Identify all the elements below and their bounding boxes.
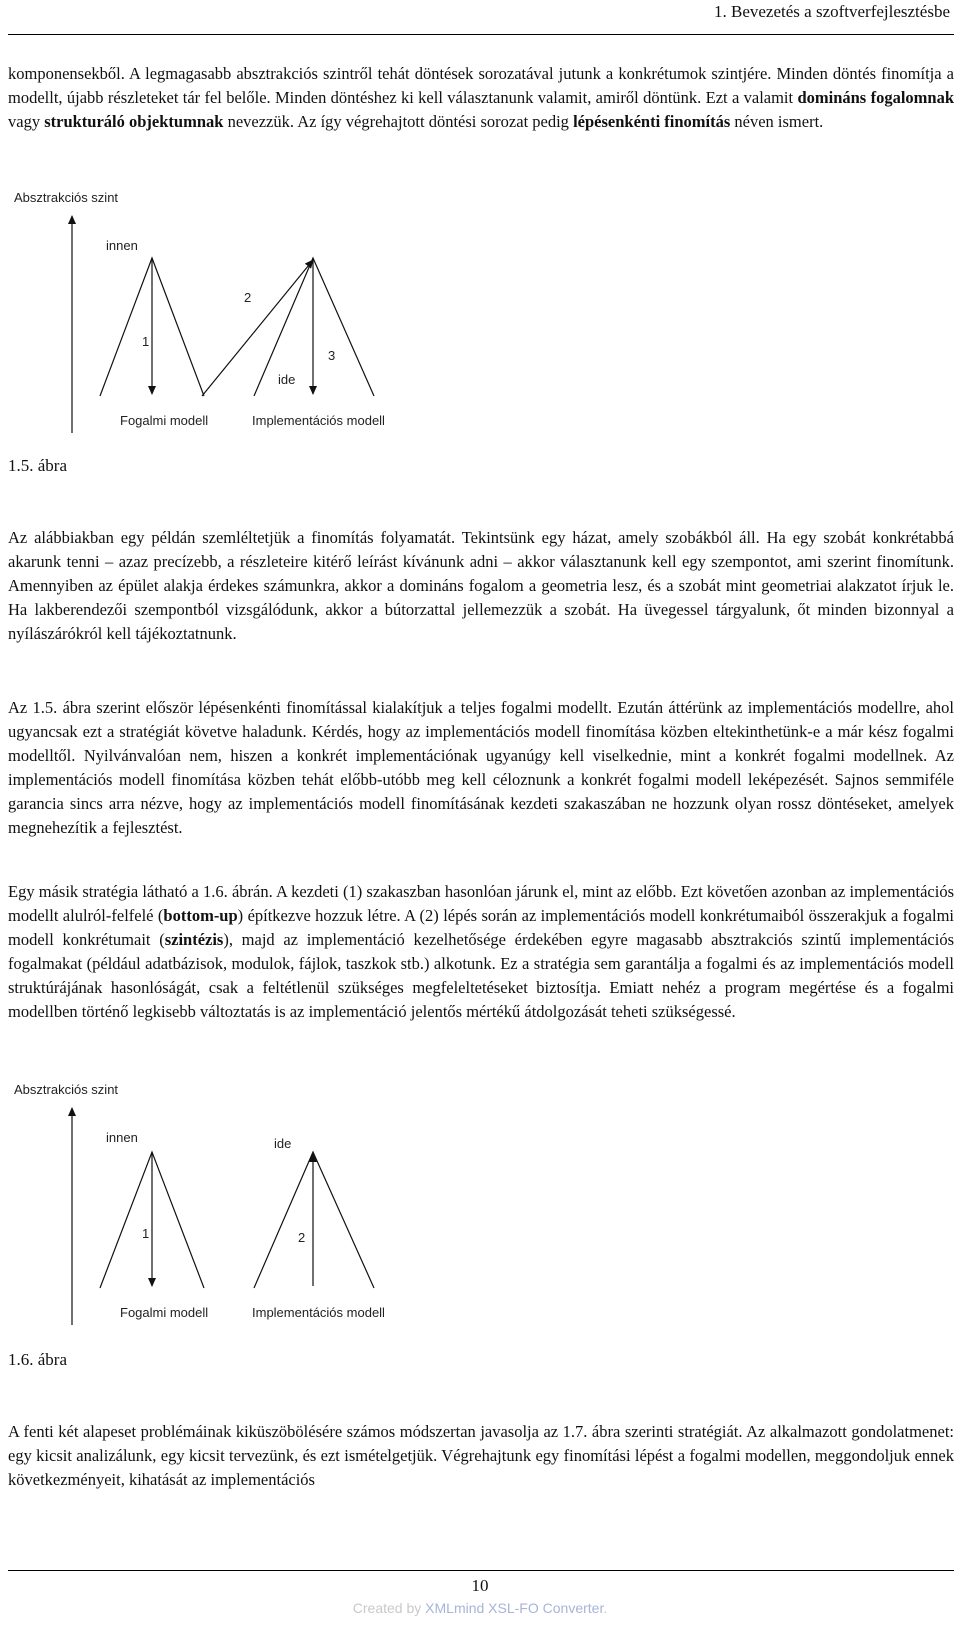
- conceptual-model-label: Fogalmi modell: [120, 1305, 209, 1320]
- footer-divider: [8, 1570, 954, 1571]
- conceptual-model-label: Fogalmi modell: [120, 413, 209, 428]
- implementation-model-label: Implementációs modell: [252, 1305, 385, 1320]
- label-ide: ide: [274, 1136, 292, 1151]
- figure-1-6: [8, 1080, 428, 1345]
- implementation-triangle: [254, 1152, 374, 1288]
- implementation-model-label: Implementációs modell: [252, 413, 385, 428]
- figure-1-5-diagram: [8, 188, 428, 448]
- paragraph-intro: komponensekből. A legmagasabb absztrakciós szintről tehát döntések sorozatával jutunk a konkrétumok szintjére. Minden döntés finomítja a modellt, újabb részleteket tár fel belőle. Minden döntéshez ki kell választanunk valamit, amiről döntünk. Ezt a valamit domináns fogalomnak vagy strukturáló objektumnak nevezzük. Az így végrehajtott döntési sorozat pedig lépésenkénti finomítás néven ismert.: [8, 64, 954, 131]
- paragraph-iterative-strategy: A fenti két alapeset problémáinak kiküszöbölésére számos módszertan javasolja az 1.7. ábra szerinti stratégiát. Az alkalmazott gondolatmenet: egy kicsit analizálunk, egy kicsit tervezünk, és ezt ismételgetjük. Végrehajtunk egy finomítási lépést a fogalmi modellen, meggondoljuk ennek következményeit, kihatását az implementációs: [8, 1422, 954, 1489]
- paragraph-strategy-2: Egy másik stratégia látható a 1.6. ábrán. A kezdeti (1) szakaszban hasonlóan járunk el, mint az előbb. Ezt követően azonban az implementációs modellt alulról-felfelé (bottom-up) építkezve hozzuk létre. A (2) lépés során az implementációs modell konkrétumaiból összerakjuk a fogalmi modell konkrétumait (szintézis), majd az implementáció kezelhetősége érdekében egyre magasabb absztrakciós szintű implementációs fogalmakat (például adatbázisok, modulok, fájlok, taszkok stb.) alkotunk. Ez a stratégia sem garantálja a fogalmi és az implementációs modell struktúrájának hasonlóságát, csak a feltétlenül szükséges megfeleltetéseket biztosítja. Emiatt nehéz a program megértése és a fogalmi modellben történő legkisebb változtatás is az implementáció jelentős mértékű átdolgozását teheti szükségessé.: [8, 882, 954, 1021]
- term-dominant-concept: domináns fogalomnak: [797, 88, 954, 107]
- paragraph-strategy-1: Az 1.5. ábra szerint először lépésenkénti finomítással kialakítjuk a teljes fogalmi modellt. Ezután áttérünk az implementációs modellre, ahol ugyancsak ezt a stratégiát követve haladunk. Kérdés, hogy az implementációs modell finomítása közben eltekinthetünk-e a már kész fogalmi modelltől. Nyilvánvalóan nem, hiszen a konkrét implementációnak ugyanúgy kell viselkednie, mint a konkrét fogalmi modellnek. Az implementációs modell finomítása közben tehát előbb-utóbb meg kell céloznunk a konkrét fogalmi modell leképezését. Sajnos semmiféle garancia sincs arra nézve, hogy az implementációs modell finomításának kezdeti szakaszában ne hozzunk olyan rossz döntéseket, amelyek megnehezítik a fejlesztést.: [8, 698, 954, 837]
- header-divider: [8, 34, 954, 35]
- page-number: 10: [471, 1576, 489, 1595]
- generator-brand: XMLmind XSL-FO Converter: [425, 1600, 604, 1616]
- label-innen: innen: [106, 238, 138, 253]
- generator-credit: Created by XMLmind XSL-FO Converter.: [352, 1600, 608, 1616]
- label-ide: ide: [278, 372, 296, 387]
- figure-1-6-caption: 1.6. ábra: [8, 1350, 68, 1369]
- figure-1-5: [8, 188, 428, 453]
- term-synthesis: szintézis: [164, 930, 224, 949]
- arrow-step-2: [202, 260, 313, 396]
- step-2-label: 2: [298, 1230, 306, 1245]
- label-innen: innen: [106, 1130, 138, 1145]
- axis-label: Absztrakciós szint: [14, 1082, 119, 1097]
- figure-1-6-diagram: [8, 1080, 428, 1340]
- term-stepwise-refinement: lépésenkénti finomítás: [573, 112, 731, 131]
- figure-1-5-caption: 1.5. ábra: [8, 456, 68, 475]
- step-3-label: 3: [328, 348, 336, 363]
- term-structuring-object: strukturáló objektumnak: [44, 112, 224, 131]
- axis-label: Absztrakciós szint: [14, 190, 119, 205]
- step-1-label: 1: [142, 334, 150, 349]
- paragraph-house-example: Az alábbiakban egy példán szemléltetjük a finomítás folyamatát. Tekintsünk egy házat, amely szobákból áll. Ha egy szobát konkrétabbá akarunk tenni – azaz precízebb, a részleteire kitérő leírást kívánunk adni – akkor választanunk kell egy szempontot, ami szerint finomítunk. Amennyiben az épület alakja érdekes számunkra, akkor a domináns fogalom a geometria lesz, és a szobát mint geometriai alakzatot írjuk le. Ha lakberendezői szempontból vizsgálódunk, akkor a bútorzattal jellemezzük a szobát. Ha üvegessel tárgyalunk, őt minden bizonnyal a nyílászárókról kell tájékoztatnunk.: [8, 528, 954, 643]
- term-bottom-up: bottom-up: [163, 906, 238, 925]
- step-1-label: 1: [142, 1226, 150, 1241]
- running-header: 1. Bevezetés a szoftverfejlesztésbe: [714, 2, 950, 21]
- implementation-triangle: [254, 258, 374, 396]
- step-2-label: 2: [244, 290, 252, 305]
